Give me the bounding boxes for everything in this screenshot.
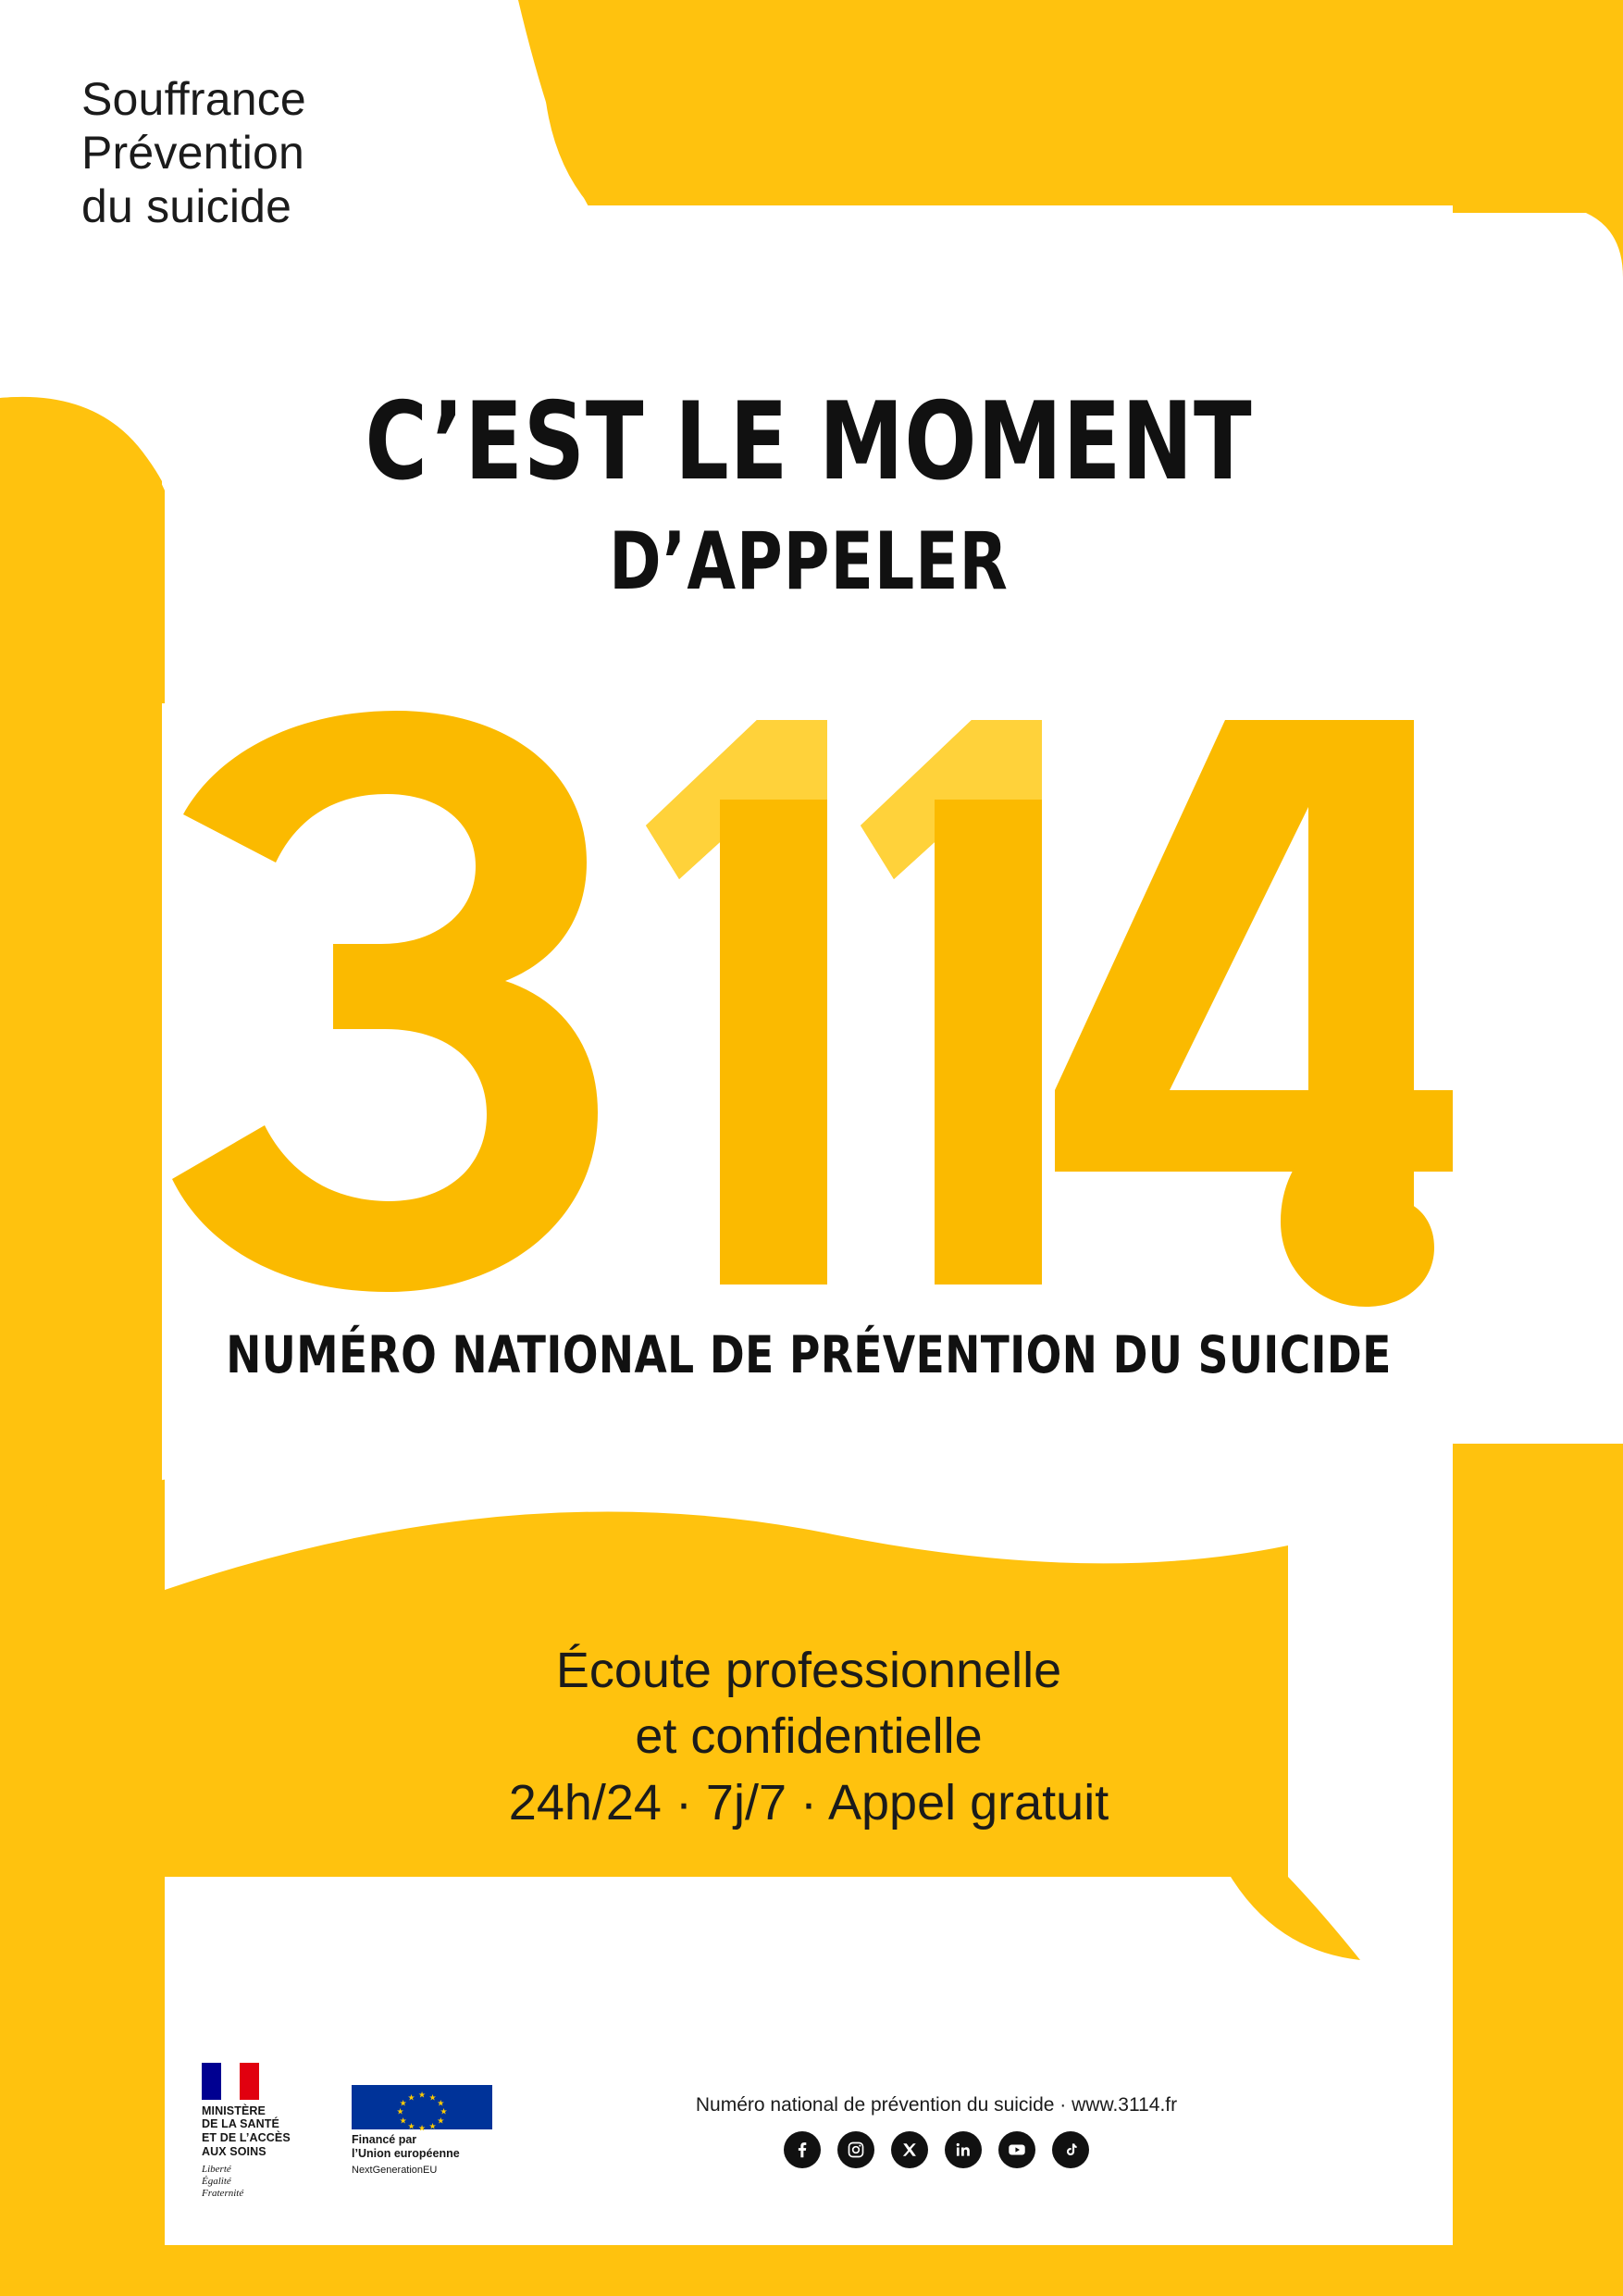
facebook-icon[interactable] (784, 2131, 821, 2168)
number-subtitle: NUMÉRO NATIONAL DE PRÉVENTION DU SUICIDE (226, 1325, 1392, 1384)
brand-lockup (81, 72, 306, 233)
headline (165, 379, 1453, 608)
eu-flag-icon: ★ ★ ★ ★ ★ ★ ★ ★ ★ ★ ★ ★ (352, 2085, 492, 2129)
headline-line-2: D’APPELER (609, 515, 1009, 608)
french-flag-icon (202, 2063, 259, 2100)
claim-line-1: Écoute professionnelle (555, 1643, 1062, 1698)
motto-line-3: Fraternité (202, 2188, 244, 2200)
eu-funding-title-line-1: Financé par (352, 2133, 417, 2147)
brand-line-3: du suicide (81, 180, 292, 232)
digit-1-a (646, 720, 827, 1285)
instagram-icon[interactable] (837, 2131, 874, 2168)
social-links[interactable] (784, 2131, 1089, 2168)
motto-line-1: Liberté (202, 2163, 231, 2175)
eu-funding-title-line-2: l’Union européenne (352, 2147, 460, 2161)
ministry-name-line-1: MINISTÈRE (202, 2104, 266, 2117)
footer-website-line: Numéro national de prévention du suicide · www.3114.fr (695, 2094, 1178, 2116)
x-twitter-icon[interactable] (891, 2131, 928, 2168)
poster-footer (165, 2017, 1453, 2245)
motto-line-2: Égalité (202, 2175, 231, 2187)
ministry-logo (202, 2063, 320, 2201)
claim-line-2: et confidentielle (635, 1708, 983, 1765)
ministry-name-line-2: DE LA SANTÉ (202, 2117, 279, 2131)
brand-line-2: Prévention (81, 127, 305, 179)
eu-funding-subtitle: NextGenerationEU (352, 2165, 438, 2177)
eu-funding-title (352, 2133, 500, 2161)
republic-motto (202, 2164, 320, 2201)
tiktok-icon[interactable] (1052, 2131, 1089, 2168)
ministry-name-line-4: AUX SOINS (202, 2144, 266, 2158)
claim-line-3: 24h/24 · 7j/7 · Appel gratuit (508, 1774, 1109, 1831)
claim-text (165, 1638, 1453, 1836)
digit-3 (172, 711, 598, 1292)
headline-line-1: C’EST LE MOMENT (365, 379, 1253, 504)
youtube-icon[interactable] (998, 2131, 1035, 2168)
footer-center (531, 2094, 1453, 2168)
eu-funding-logo (352, 2085, 500, 2177)
ministry-name (202, 2104, 320, 2159)
linkedin-icon[interactable] (945, 2131, 982, 2168)
digit-1-b (861, 720, 1042, 1285)
phone-number-3114 (165, 703, 1453, 1314)
ministry-name-line-3: ET DE L’ACCÈS (202, 2131, 291, 2145)
brand-line-1: Souffrance (81, 73, 306, 125)
